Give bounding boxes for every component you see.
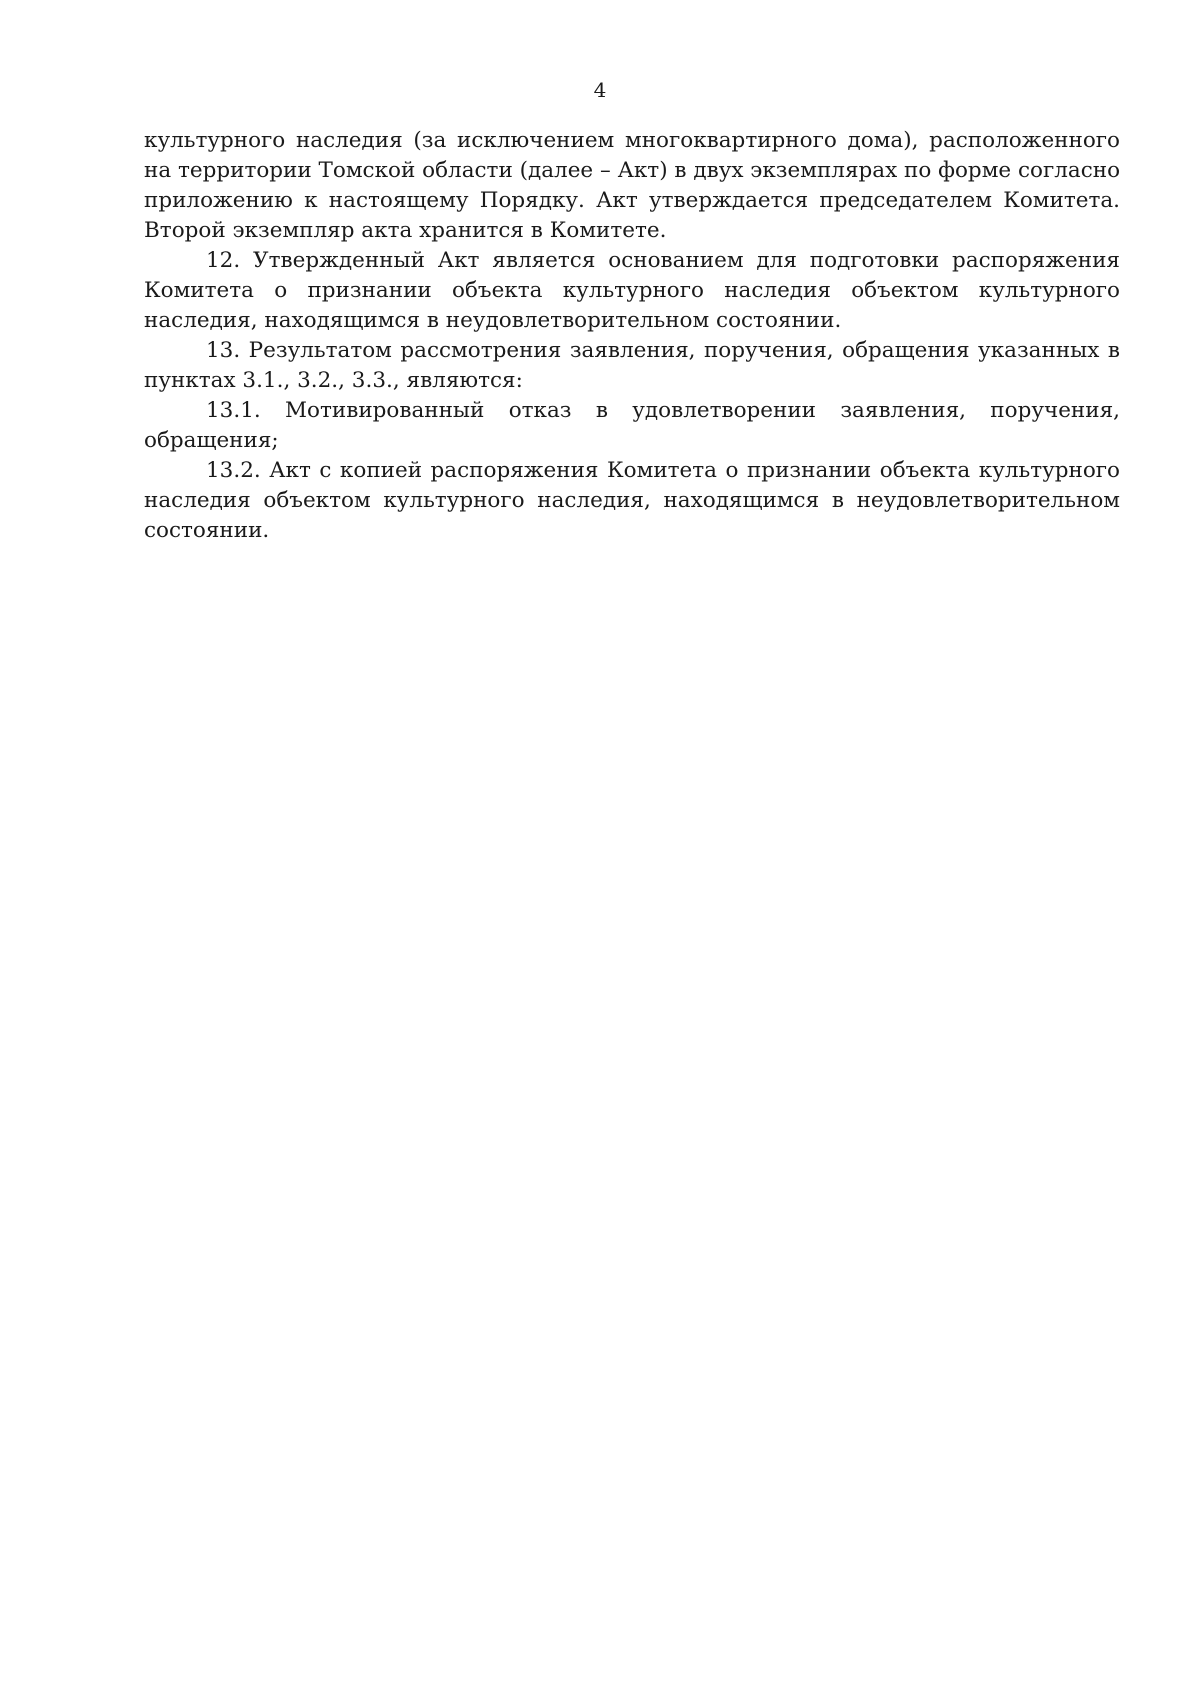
paragraph-13-2: 13.2. Акт с копией распоряжения Комитета о признании объекта культурного наследия объектом культурного наследия, находящимся в неудовлетворительном состоянии. <box>144 458 1120 543</box>
paragraph-13-1: 13.1. Мотивированный отказ в удовлетворении заявления, поручения, обращения; <box>144 398 1120 453</box>
page-number: 4 <box>593 78 607 102</box>
paragraph-13: 13. Результатом рассмотрения заявления, поручения, обращения указанных в пунктах 3.1., 3.2., 3.3., являются: <box>144 338 1120 393</box>
document-body <box>144 126 1120 546</box>
paragraph-continuation: культурного наследия (за исключением многоквартирного дома), расположенного на территории Томской области (далее – Акт) в двух экземплярах по форме согласно приложению к настоящему Порядку. Акт утверждается председателем Комитета. Второй экземпляр акта хранится в Комитете. <box>144 128 1121 243</box>
paragraph-12: 12. Утвержденный Акт является основанием для подготовки распоряжения Комитета о признании объекта культурного наследия объектом культурного наследия, находящимся в неудовлетворительном состоянии. <box>144 248 1120 333</box>
